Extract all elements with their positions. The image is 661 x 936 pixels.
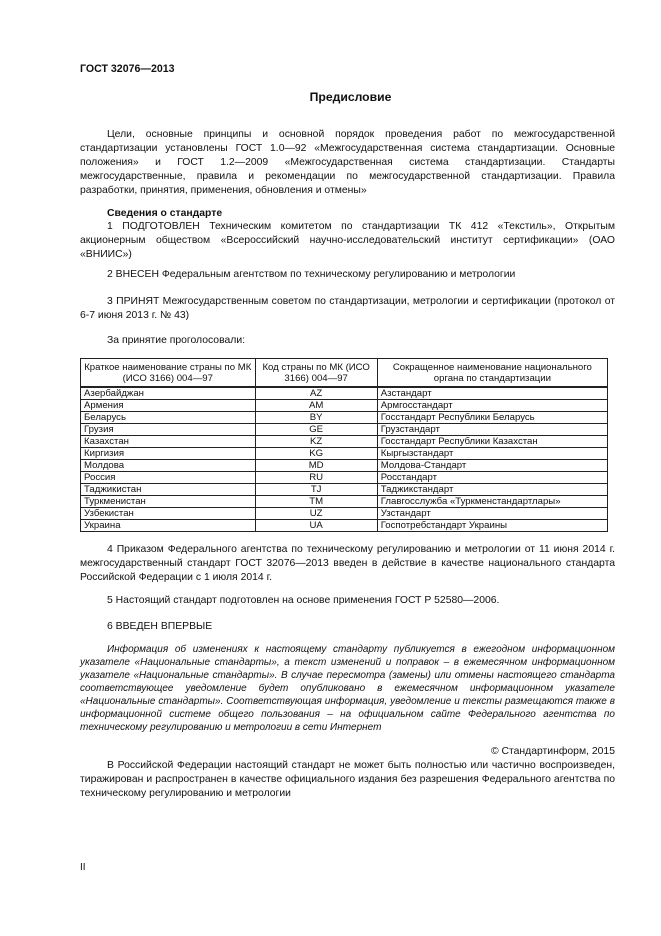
page-number: II: [80, 862, 86, 873]
item-3: 3 ПРИНЯТ Межгосударственным советом по стандартизации, метрологии и сертификации (протокол от 6-7 июня 2013 г. № 43): [80, 296, 615, 321]
table-row: [81, 400, 608, 412]
body-cell: Госстандарт Республики Казахстан: [377, 436, 607, 448]
country-cell: Молдова: [81, 460, 256, 472]
body-cell: Молдова-Стандарт: [377, 460, 607, 472]
table-body: [81, 387, 608, 532]
country-cell: Азербайджан: [81, 387, 256, 400]
table-row: [81, 460, 608, 472]
code-cell: AM: [255, 400, 377, 412]
table-row: [81, 448, 608, 460]
item-2: 2 ВНЕСЕН Федеральным агентством по техническому регулированию и метрологии: [107, 269, 516, 280]
country-cell: Грузия: [81, 424, 256, 436]
body-cell: Росстандарт: [377, 472, 607, 484]
country-cell: Киргизия: [81, 448, 256, 460]
body-cell: Армгосстандарт: [377, 400, 607, 412]
code-cell: BY: [255, 412, 377, 424]
country-cell: Узбекистан: [81, 508, 256, 520]
code-cell: TM: [255, 496, 377, 508]
body-cell: Таджикстандарт: [377, 484, 607, 496]
column-header-code: Код страны по МК (ИСО 3166) 004—97: [255, 359, 377, 388]
table-header-row: [81, 359, 608, 388]
column-header-country: Краткое наименование страны по МК (ИСО 3166) 004—97: [81, 359, 256, 388]
copyright: © Стандартинформ, 2015: [490, 746, 615, 757]
item-6: 6 ВВЕДЕН ВПЕРВЫЕ: [107, 621, 213, 632]
table-row: [81, 520, 608, 532]
country-cell: Казахстан: [81, 436, 256, 448]
body-cell: Госпотребстандарт Украины: [377, 520, 607, 532]
code-cell: RU: [255, 472, 377, 484]
item-1: 1 ПОДГОТОВЛЕН Техническим комитетом по стандартизации ТК 412 «Текстиль», Открытым акционерным обществом «Всероссийский научно-исследовательский институт сертификации» (ОАО «ВНИИС»): [80, 221, 615, 260]
country-cell: Россия: [81, 472, 256, 484]
code-cell: KG: [255, 448, 377, 460]
code-cell: UZ: [255, 508, 377, 520]
voted-label: За принятие проголосовали:: [107, 335, 246, 346]
body-cell: Кыргызстандарт: [377, 448, 607, 460]
code-cell: UA: [255, 520, 377, 532]
body-cell: Грузстандарт: [377, 424, 607, 436]
code-cell: MD: [255, 460, 377, 472]
page-title: Предисловие: [309, 90, 392, 104]
country-cell: Беларусь: [81, 412, 256, 424]
body-cell: Главгосслужба «Туркменстандартлары»: [377, 496, 607, 508]
column-header-body: Сокращенное наименование национального органа по стандартизации: [377, 359, 607, 388]
code-cell: GE: [255, 424, 377, 436]
table-row: [81, 508, 608, 520]
table-row: [81, 412, 608, 424]
body-cell: Госстандарт Республики Беларусь: [377, 412, 607, 424]
country-cell: Таджикистан: [81, 484, 256, 496]
notice-paragraph: Информация об изменениях к настоящему стандарту публикуется в ежегодном информационном указателе «Национальные стандарты», а текст изменений и поправок – в ежемесячном информационном указателе «Национальные стандарты». В случае пересмотра (замены) или отмены настоящего стандарта соответствующее уведомление будет опубликовано в ежемесячном информационном указателе «Национальные стандарты». Соответствующая информация, уведомление и тексты размещаются также в информационной системе общего пользования – на официальном сайте Федерального агентства по техническому регулированию и метрологии в сети Интернет: [80, 644, 615, 733]
table-row: [81, 496, 608, 508]
table-row: [81, 436, 608, 448]
country-cell: Туркменистан: [81, 496, 256, 508]
code-cell: KZ: [255, 436, 377, 448]
body-cell: Азстандарт: [377, 387, 607, 400]
rights-paragraph: В Российской Федерации настоящий стандарт не может быть полностью или частично воспроизведен, тиражирован и распространен в качестве официального издания без разрешения Федерального агентства по техническому регулированию и метрологии: [80, 760, 615, 799]
intro-paragraph: Цели, основные принципы и основной порядок проведения работ по межгосударственной стандартизации установлены ГОСТ 1.0—92 «Межгосударственная система стандартизации. Основные положения» и ГОСТ 1.2—2009 «Межгосударственная система стандартизации. Стандарты межгосударственные, правила и рекомендации по межгосударственной стандартизации. Правила разработки, принятия, применения, обновления и отмены»: [80, 129, 615, 196]
code-cell: AZ: [255, 387, 377, 400]
table-row: [81, 484, 608, 496]
item-4: 4 Приказом Федерального агентства по техническому регулированию и метрологии от 11 июня 2014 г. межгосударственный стандарт ГОСТ 32076—2013 введен в действие в качестве национального стандарта Российской Федерации с 1 июля 2014 г.: [80, 544, 615, 583]
info-heading: Сведения о стандарте: [107, 208, 223, 219]
country-cell: Армения: [81, 400, 256, 412]
table-row: [81, 387, 608, 400]
table-row: [81, 472, 608, 484]
code-cell: TJ: [255, 484, 377, 496]
voting-table: [80, 358, 608, 532]
country-cell: Украина: [81, 520, 256, 532]
document-code: ГОСТ 32076—2013: [80, 63, 175, 75]
body-cell: Узстандарт: [377, 508, 607, 520]
table-row: [81, 424, 608, 436]
item-5: 5 Настоящий стандарт подготовлен на основе применения ГОСТ Р 52580—2006.: [107, 595, 500, 606]
